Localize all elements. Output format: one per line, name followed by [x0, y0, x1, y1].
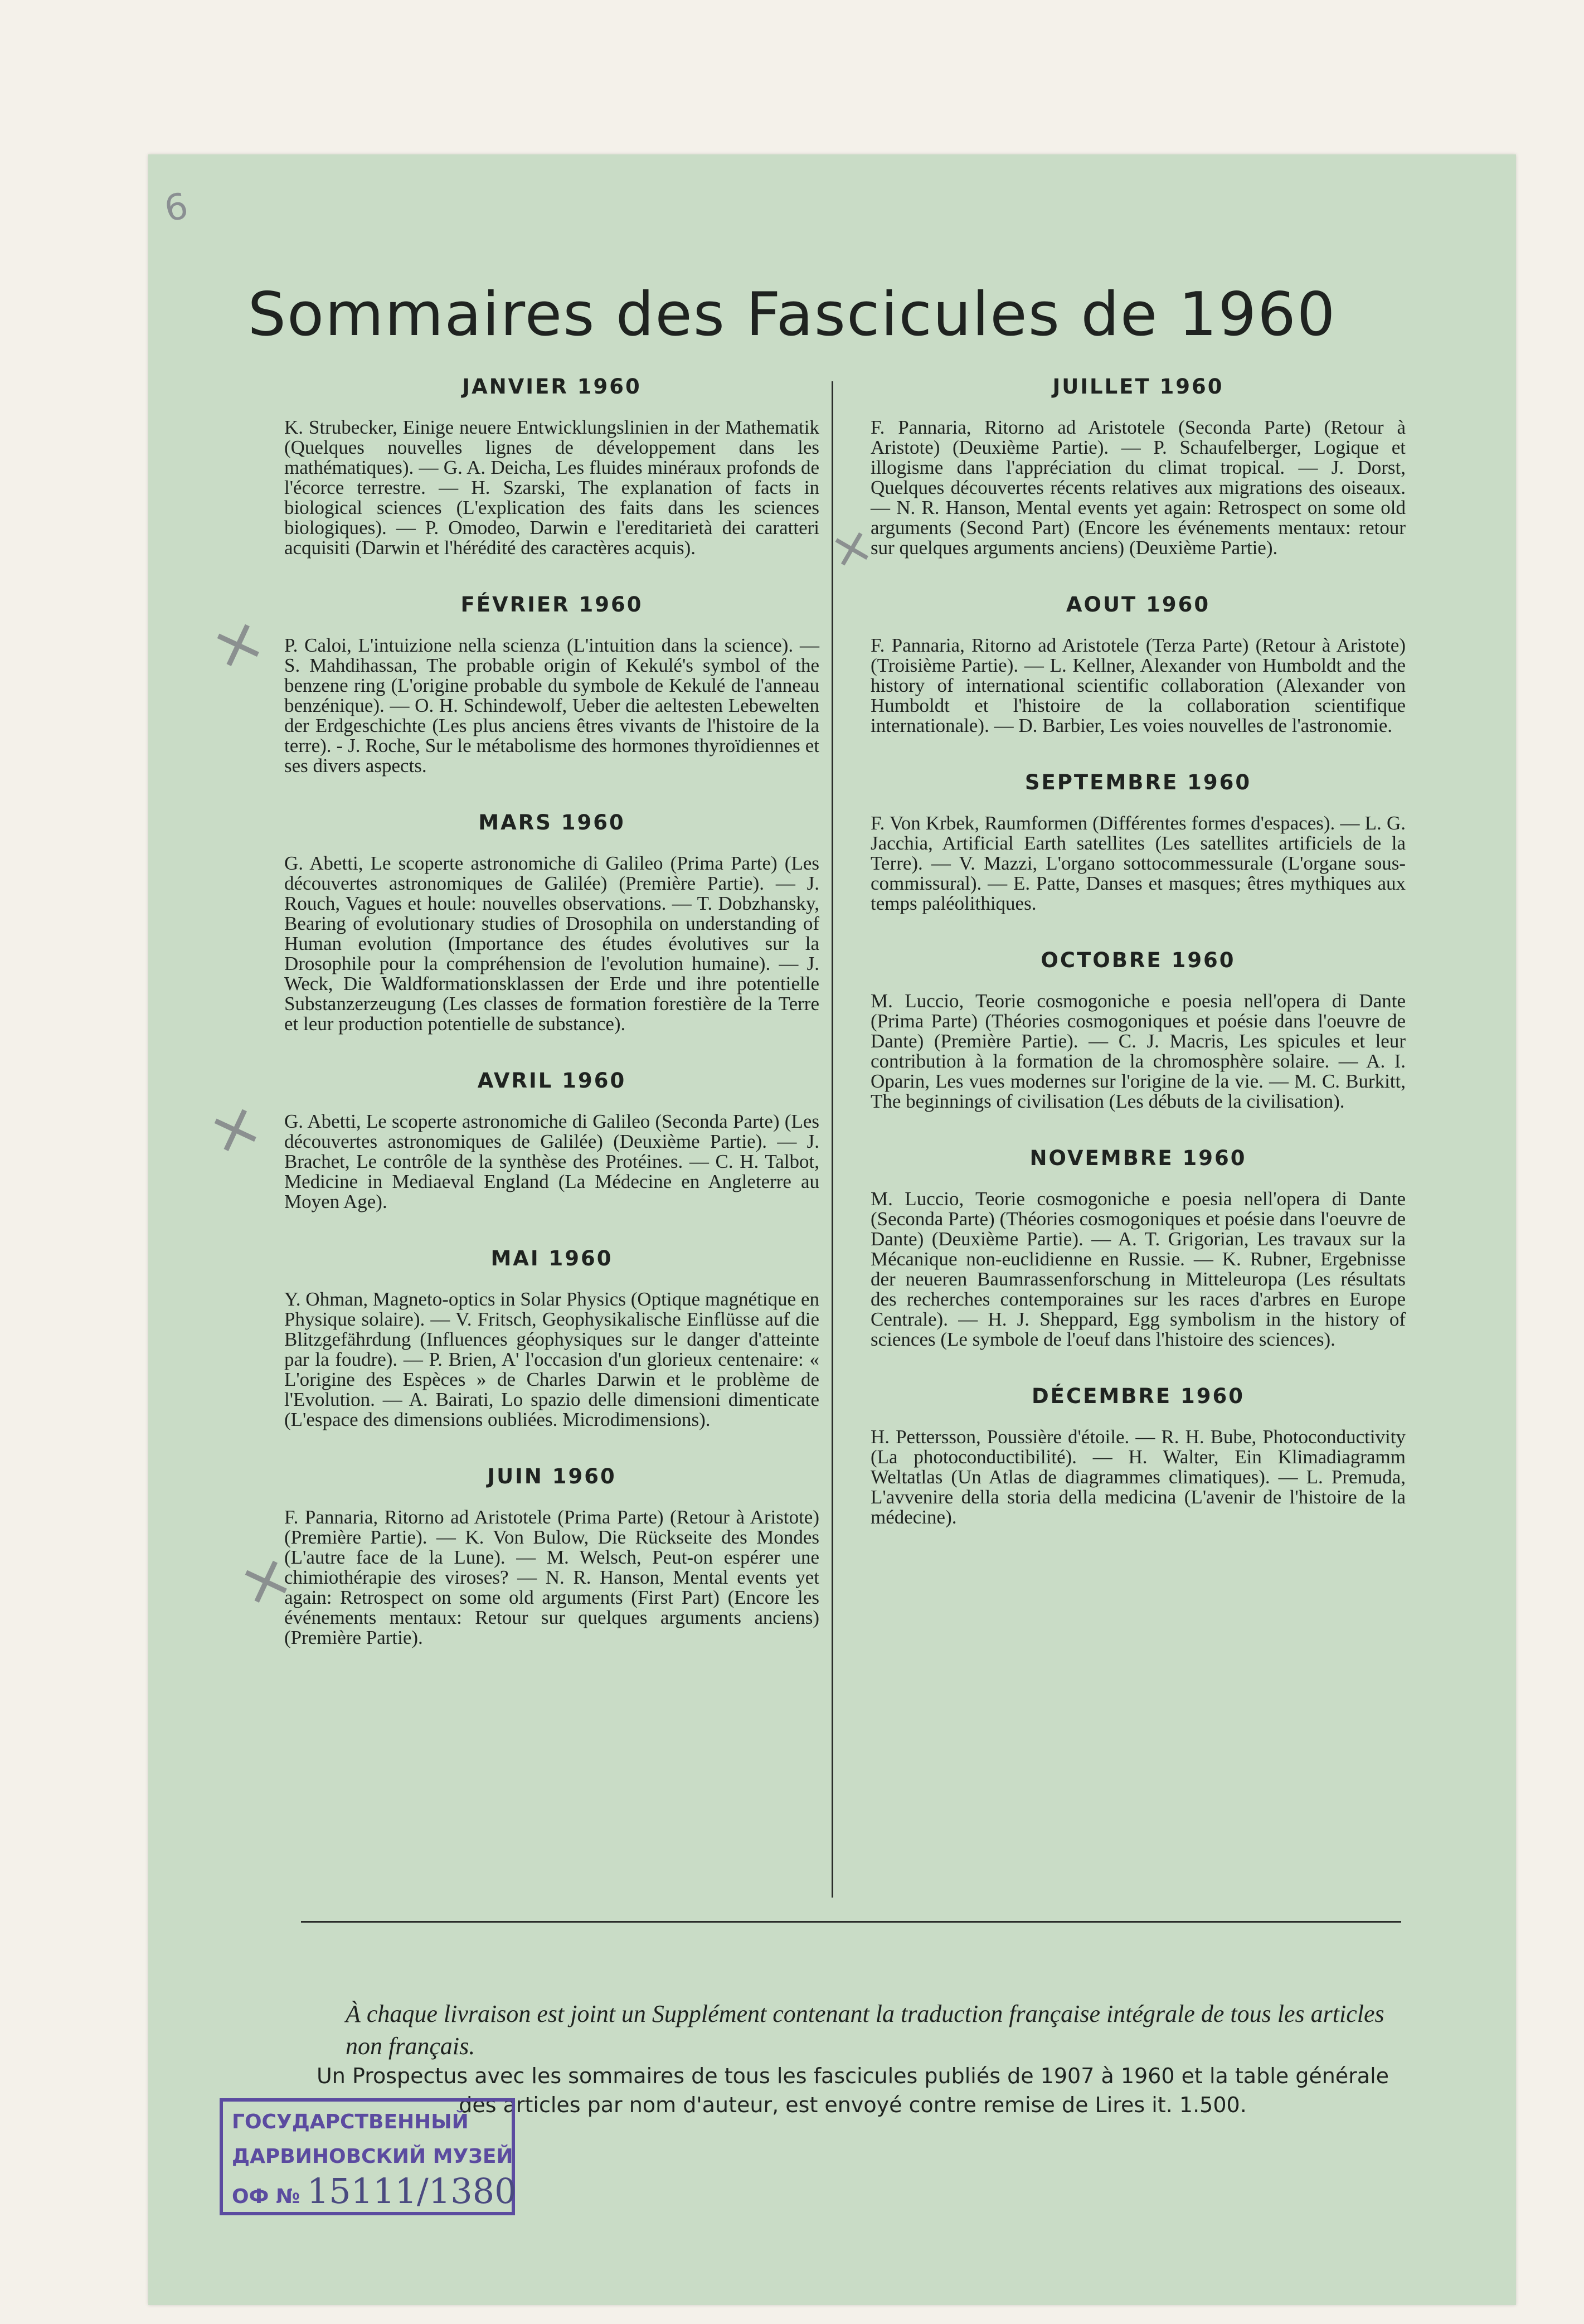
pencil-cross-mark: ×: [201, 601, 274, 686]
stamp-number-label: ОФ №: [232, 2185, 300, 2208]
pencil-cross-mark: ×: [229, 1537, 302, 1622]
issue-month-heading: OCTOBRE 1960: [1041, 948, 1236, 972]
issue-entry: [871, 375, 1406, 558]
museum-stamp: [220, 2098, 515, 2215]
issue-month-heading: SEPTEMBRE 1960: [1024, 770, 1252, 794]
issue-entry: [284, 1246, 819, 1430]
issue-month-heading: FÉVRIER 1960: [460, 593, 643, 617]
issue-contents: H. Pettersson, Poussière d'étoile. — R. H. Bube, Photoconductivity (La photoconductibilité). — H. Walter, Ein Klimadiagramm Weltatlas (Un Atlas de diagrammes climatiques). — L. Premuda, L'avvenire della storia della medicina (L'avenir de l'histoire de la médecine).: [871, 1426, 1406, 1528]
column-divider: [832, 381, 833, 1898]
issue-month-heading: MAI 1960: [490, 1246, 613, 1270]
stamp-line-3: [232, 2171, 517, 2214]
issue-entry: [284, 1464, 819, 1648]
issue-month-heading: MARS 1960: [478, 811, 625, 834]
pencil-cross-mark: ×: [823, 514, 880, 581]
issue-entry: [284, 1069, 819, 1212]
issue-entry: [284, 593, 819, 776]
issue-month-heading: JUILLET 1960: [1052, 375, 1224, 399]
horizontal-rule: [301, 1921, 1401, 1923]
issue-contents: F. Pannaria, Ritorno ad Aristotele (Seconda Parte) (Retour à Aristote) (Deuxième Partie). — P. Schaufelberger, Logique et illogisme dans l'appréciation du climat tropical. — J. Dorst, Quelques découvertes récents relatives aux migrations des oiseaux. — N. R. Hanson, Mental events yet again: Retrospect on some old arguments (Second Part) (Encore les événements mentaux: retour sur quelques arguments anciens) (Deuxième Partie).: [871, 416, 1406, 559]
prospectus-note: Un Prospectus avec les sommaires de tous les fascicules publiés de 1907 à 1960 et la table générale des articles par nom d'auteur, est envoyé contre remise de Lires it. 1.500.: [316, 2064, 1389, 2117]
supplement-note: À chaque livraison est joint un Supplément contenant la traduction française intégrale de tous les articles non français.: [346, 2000, 1384, 2060]
issue-month-heading: AVRIL 1960: [477, 1069, 626, 1093]
right-column: [871, 375, 1406, 1562]
issue-contents: K. Strubecker, Einige neuere Entwicklungslinien in der Mathematik (Quelques nouvelles lignes de développement dans les mathématiques). — G. A. Deicha, Les fluides minéraux profonds de l'écorce terrestre. — H. Szarski, The explanation of facts in biological sciences (L'explication des faits dans les sciences biologiques). — P. Omodeo, Darwin e l'ereditarietà dei caratteri acquisiti (Darwin et l'hérédité des caractères acquis).: [284, 416, 819, 559]
issue-entry: [871, 770, 1406, 914]
issue-month-heading: JUIN 1960: [487, 1464, 616, 1488]
stamp-handwritten-number: 15111/1380: [307, 2171, 517, 2211]
issue-entry: [284, 375, 819, 558]
issue-month-heading: AOUT 1960: [1066, 593, 1211, 617]
issue-entry: [871, 1384, 1406, 1527]
issue-contents: G. Abetti, Le scoperte astronomiche di Galileo (Seconda Parte) (Les découvertes astronomiques de Galilée) (Deuxième Partie). — J. Brachet, Le contrôle de la synthèse des Protéines. — C. H. Talbot, Medicine in Mediaeval England (La Médecine en Angleterre au Moyen Age).: [284, 1110, 819, 1212]
issue-contents: F. Von Krbek, Raumformen (Différentes formes d'espaces). — L. G. Jacchia, Artificial Earth satellites (Les satellites artificiels de la Terre). — V. Mazzi, L'organo sottocommessurale (L'organe sous-commissural). — E. Patte, Danses et masques; êtres mythiques aux temps paléolithiques.: [871, 812, 1406, 914]
page-title: Sommaires des Fascicules de 1960: [247, 280, 1337, 350]
issue-contents: M. Luccio, Teorie cosmogoniche e poesia nell'opera di Dante (Prima Parte) (Théories cosmogoniques et poésie dans l'oeuvre de Dante) (Première Partie). — C. J. Macris, Les spicules et leur contribution à la formation de la chromosphère solaire. — A. I. Oparin, Les vues modernes sur l'origine de la vie. — M. C. Burkitt, The beginnings of civilisation (Les débuts de la civilisation).: [871, 990, 1406, 1112]
issue-month-heading: NOVEMBRE 1960: [1029, 1146, 1247, 1170]
issue-month-heading: JANVIER 1960: [462, 375, 642, 399]
issue-contents: M. Luccio, Teorie cosmogoniche e poesia nell'opera di Dante (Seconda Parte) (Théories cosmogoniques et poésie dans l'oeuvre de Dante) (Deuxième Partie). — A. T. Grigorian, Les travaux sur la Mécanique non-euclidienne en Russie. — K. Rubner, Ergebnisse der neueren Baumrassenforschung in Mitteleuropa (Les résultats des recherches contemporaines sur les races d'arbres en Europe Centrale). — H. J. Sheppard, Egg symbolism in the history of sciences (Le symbole de l'oeuf dans l'histoire des sciences).: [871, 1188, 1406, 1350]
pencil-page-number: 6: [161, 185, 192, 231]
issue-contents: F. Pannaria, Ritorno ad Aristotele (Terza Parte) (Retour à Aristote) (Troisième Partie). — L. Kellner, Alexander von Humboldt and the history of international scientific collaboration (Alexander von Humboldt et l'histoire de la collaboration scientifique internationale). — D. Barbier, Les voies nouvelles de l'astronomie.: [871, 634, 1406, 736]
issue-entry: [871, 948, 1406, 1112]
issue-entry: [871, 1146, 1406, 1350]
pencil-cross-mark: ×: [198, 1086, 271, 1171]
stamp-line-1: ГОСУДАРСТВЕННЫЙ: [232, 2110, 469, 2133]
issue-contents: G. Abetti, Le scoperte astronomiche di Galileo (Prima Parte) (Les découvertes astronomiques de Galilée) (Première Partie). — J. Rouch, Vagues et houle: nouvelles observations. — T. Dobzhansky, Bearing of evolutionary studies of Drosophila on understanding of Human evolution (Importance des études évolutives sur la Drosophile pour la compréhension de l'evolution humaine). — J. Weck, Die Waldformationsklassen der Erde und ihre potentielle Substanzerzeugung (Les classes de formation forestière de la Terre et leur production potentielle de substance).: [284, 852, 819, 1035]
left-column: [284, 375, 819, 1682]
issue-contents: P. Caloi, L'intuizione nella scienza (L'intuition dans la science). — S. Mahdihassan, The probable origin of Kekulé's symbol of the benzene ring (L'origine probable du symbole de Kekulé de l'anneau benzénique). — O. H. Schindewolf, Ueber die aeltesten Lebewelten der Erdgeschichte (Les plus anciens êtres vivants de l'histoire de la terre). - J. Roche, Sur le métabolisme des hormones thyroïdiennes et ses divers aspects.: [284, 634, 819, 777]
issue-contents: F. Pannaria, Ritorno ad Aristotele (Prima Parte) (Retour à Aristote) (Première Partie). — K. Von Bulow, Die Rückseite des Mondes (L'autre face de la Lune). — M. Welsch, Peut-on espérer une chimiothérapie des viroses? — N. R. Hanson, Mental events yet again: Retrospect on some old arguments (First Part) (Encore les événements mentaux: Retour sur quelques arguments anciens) (Première Partie).: [284, 1506, 819, 1648]
issue-month-heading: DÉCEMBRE 1960: [1031, 1384, 1245, 1408]
stamp-line-2: ДАРВИНОВСКИЙ МУЗЕЙ: [232, 2145, 513, 2168]
issue-entry: [284, 811, 819, 1034]
issue-contents: Y. Ohman, Magneto-optics in Solar Physics (Optique magnétique en Physique solaire). — V. Fritsch, Geophysikalische Einflüsse auf die Blitzgefährdung (Influences géophysiques sur le danger d'atteinte par la foudre). — P. Brien, A' l'occasion d'un glorieux centenaire: « L'origine des Espèces » de Charles Darwin et le problème de l'Evolution. — A. Bairati, Lo spazio delle dimensioni dimenticate (L'espace des dimensions oubliées. Microdimensions).: [284, 1288, 819, 1430]
issue-entry: [871, 593, 1406, 736]
